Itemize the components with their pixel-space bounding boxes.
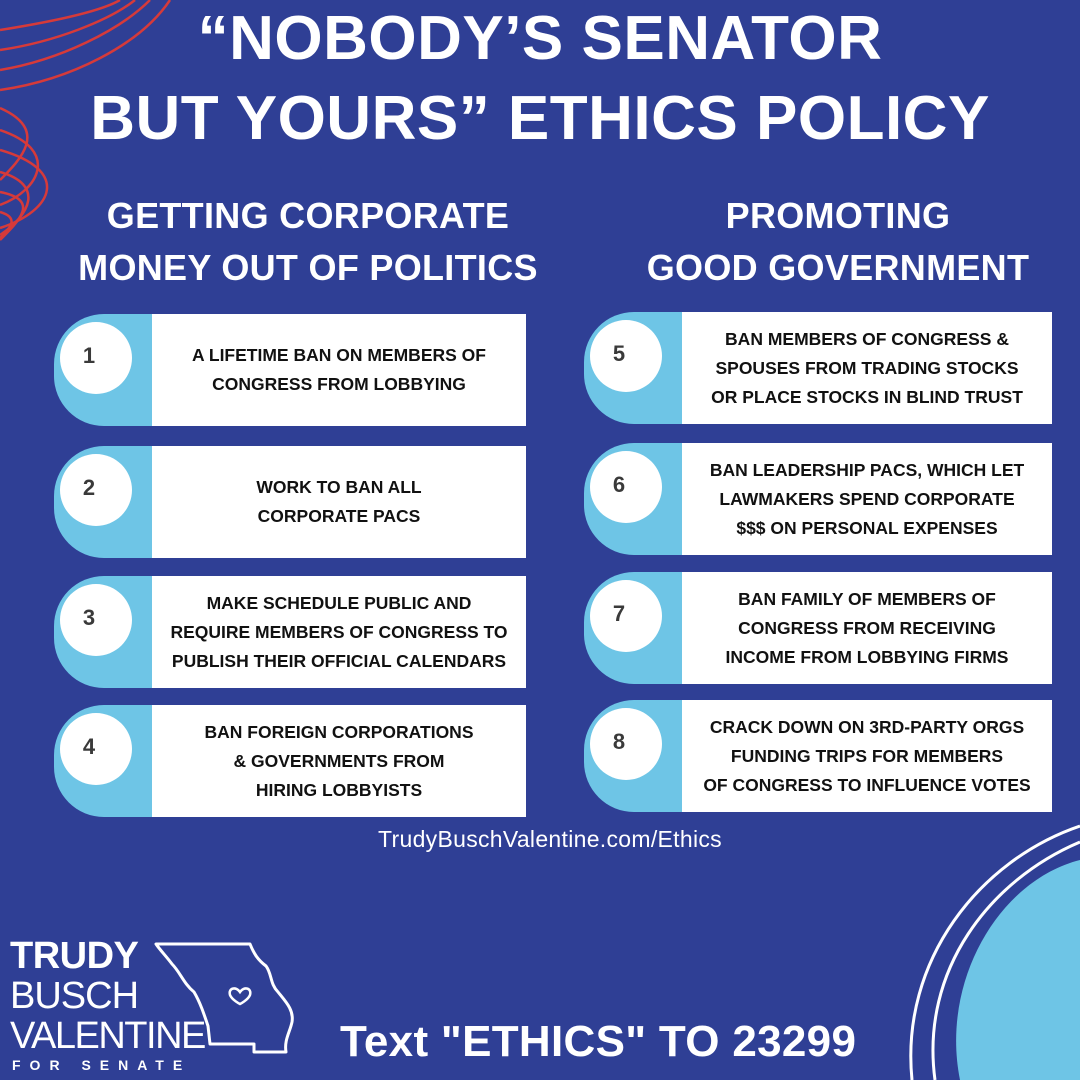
item-text: BAN FAMILY OF MEMBERS OF CONGRESS FROM RECEIVING INCOME FROM LOBBYING FIRMS (682, 572, 1052, 684)
campaign-logo (6, 936, 306, 1076)
left-heading-line1: GETTING CORPORATE (106, 195, 510, 236)
left-heading-line2: MONEY OUT OF POLITICS (78, 247, 538, 288)
right-heading-line2: GOOD GOVERNMENT (646, 247, 1030, 288)
right-heading-line1: PROMOTING (725, 195, 951, 236)
item-number-badge: 8 (590, 708, 662, 780)
item-number-badge: 2 (60, 454, 132, 526)
page-title-line1: “NOBODY’S SENATOR (197, 4, 883, 73)
item-number-badge: 1 (60, 322, 132, 394)
item-number-badge: 7 (590, 580, 662, 652)
logo-line2: BUSCH (10, 975, 139, 1017)
website-url[interactable]: TrudyBuschValentine.com/Ethics (378, 826, 722, 852)
item-number-badge: 5 (590, 320, 662, 392)
item-text: A LIFETIME BAN ON MEMBERS OF CONGRESS FROM LOBBYING (152, 314, 526, 426)
logo-line1: TRUDY (10, 935, 139, 977)
logo-line3: VALENTINE (10, 1015, 205, 1057)
item-text: BAN MEMBERS OF CONGRESS & SPOUSES FROM TRADING STOCKS OR PLACE STOCKS IN BLIND TRUST (682, 312, 1052, 424)
item-number-badge: 3 (60, 584, 132, 656)
white-curve-lines-decoration (911, 826, 1080, 1080)
item-number-badge: 6 (590, 451, 662, 523)
missouri-map-icon (154, 940, 304, 1060)
left-column-heading (30, 190, 586, 294)
logo-tagline: FOR SENATE (12, 1057, 192, 1073)
page-title-line2: BUT YOURS” ETHICS POLICY (90, 84, 990, 153)
item-number-badge: 4 (60, 713, 132, 785)
right-column-heading (588, 190, 1080, 294)
item-text: CRACK DOWN ON 3RD-PARTY ORGS FUNDING TRIPS FOR MEMBERS OF CONGRESS TO INFLUENCE VOTES (682, 700, 1052, 812)
item-text: WORK TO BAN ALL CORPORATE PACS (152, 446, 526, 558)
light-blue-blob-decoration (956, 860, 1080, 1080)
item-text: BAN LEADERSHIP PACS, WHICH LET LAWMAKERS SPEND CORPORATE $$$ ON PERSONAL EXPENSES (682, 443, 1052, 555)
text-to-join-cta: Text "ETHICS" TO 23299 (340, 1017, 857, 1066)
item-text: MAKE SCHEDULE PUBLIC AND REQUIRE MEMBERS OF CONGRESS TO PUBLISH THEIR OFFICIAL CALENDARS (152, 576, 526, 688)
item-text: BAN FOREIGN CORPORATIONS & GOVERNMENTS FROM HIRING LOBBYISTS (152, 705, 526, 817)
heart-icon (230, 988, 251, 1004)
